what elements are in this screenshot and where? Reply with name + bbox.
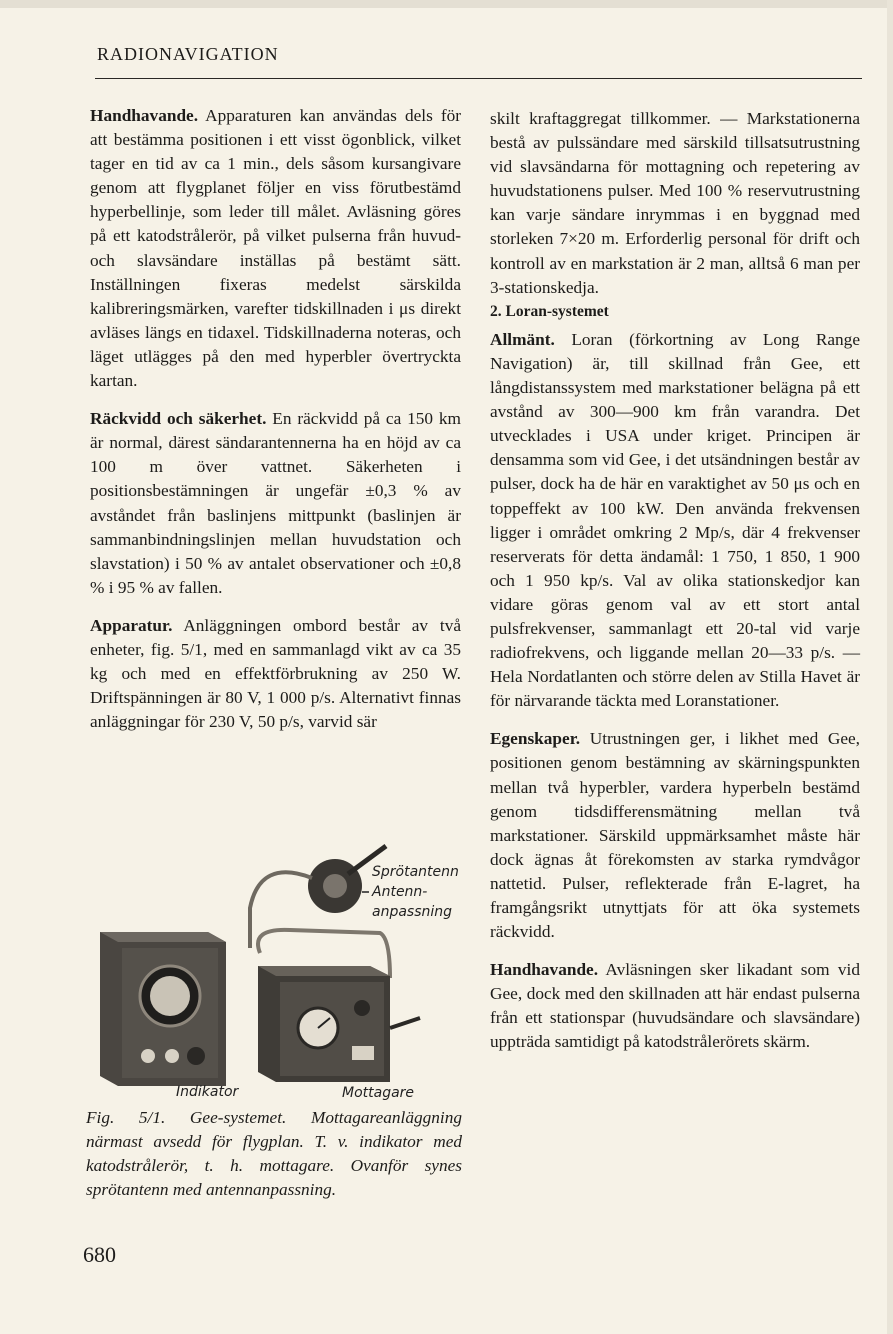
- left-column: [90, 104, 461, 734]
- label-matching: Antenn-: [372, 884, 428, 900]
- paragraph-handhavande-gee: [90, 104, 461, 393]
- paragraph-continuation: skilt kraftaggregat tillkommer. — Markstationerna bestå av pulssändare med särskild tillsatsutrustning vid slavsändarna för mottagning och repetering av huvudstationens pulser. Med 100 % reservutrustning kan varje sändare inrymmas i en byggnad med storleken 7×20 m. Erforderlig personal för drift och kontroll av en markstation är 2 man, alltså 6 man per 3-stationskedja.: [490, 109, 860, 297]
- indicator-image: [100, 932, 226, 1086]
- paragraph-lead: Handhavande.: [490, 960, 599, 980]
- label-indicator: Indikator: [176, 1084, 239, 1100]
- figure-caption: [86, 1106, 462, 1202]
- paragraph-egenskaper: [490, 727, 860, 944]
- label-antenna: Sprötantenn: [372, 864, 459, 880]
- label-receiver: Mottagare: [342, 1085, 415, 1100]
- figure-gee-equipment: [90, 838, 461, 1100]
- paragraph-allmant: [490, 328, 860, 714]
- label-matching-2: anpassning: [372, 904, 453, 920]
- paragraph-text: En räckvidd på ca 150 km är normal, därest sändarantennerna ha en höjd av ca 100 m över vattnet. Säkerheten i positionsbestämningen är ungefär ±0,3 % av avståndet från baslinjens mittpunkt (baslinjen är sammanbindningslinjen mellan huvudstation och slavstation) i 50 % av antalet observationer och ±0,8 % i 95 % av fallen.: [90, 409, 461, 597]
- paragraph-text: Loran (förkortning av Long Range Navigation) är, till skillnad från Gee, ett långdistanssystem med markstationer belägna på ett avstånd av 300—900 km från varandra. Det utvecklades i USA under kriget. Principen är densamma som vid Gee, i det utsändningen består av pulser, dock ha de här en varaktighet av 50 μs och en toppeffekt av 100 kW. Den använda frekvensen ligger i området omkring 2 Mp/s, där 4 frekvenser reserverats för detta ändamål: 1 750, 1 850, 1 900 och 1 950 kp/s. Val av olika stationskedjor kan vidare göras genom val av ett stort antal pulsfrekvenser, sammanlagt ett 20-tal vid varje radiofrekvens, och liggande mellan 20—33 p/s. — Hela Nordatlanten och större delen av Stilla Havet är för närvarande täckta med Loranstationer.: [490, 329, 860, 711]
- page-right-edge: [887, 0, 893, 1334]
- paragraph-apparatur: [90, 614, 461, 734]
- running-header: RADIONAVIGATION: [97, 44, 279, 64]
- paragraph-text: Utrustningen ger, i likhet med Gee, positionen genom bestämning av skärningspunkten mellan två hyperbler, vardera hyperbeln bestämd genom tidsdifferensmätning mellan två markstationer. Särskild uppmärksamhet måste här dock ägnas åt förekomsten av starka rymdvågor nattetid. Pulser, reflekterade från E-lagret, ha framgångsrikt utnyttjats för att öka systemets räckvidd.: [490, 729, 860, 942]
- page-number: 680: [83, 1242, 116, 1267]
- paragraph-text: Avläsningen sker likadant som vid Gee, dock med den skillnaden att här endast pulserna från ett stationspar (huvudsändare och slavsändare) uppträda samtidigt på katodstrålerörets skärm.: [490, 960, 860, 1052]
- paragraph-lead: Allmänt.: [490, 329, 555, 349]
- section-heading-loran: 2. Loran-systemet: [490, 302, 609, 320]
- paragraph-text: Apparaturen kan användas dels för att bestämma positionen i ett visst ögonblick, vilket tager en tid av ca 1 min., dels såsom kursangivare genom att flygplanet följer en viss förutbestämd hyperbellinje, som leder till målet. Avläsning göres på ett katodstrålerör, på vilket pulserna från huvud- och slavsändare inställas på bestämt sätt. Inställningen fixeras medelst särskilda kalibreringsmärken, varefter tidskillnaden i μs direkt avläses längs en tidaxel. Tidskillnaderna noteras, och läget utlägges på den med hyperbler övertryckta kartan.: [90, 106, 461, 391]
- receiver-image: [258, 966, 420, 1082]
- page-top-edge: [0, 0, 893, 8]
- right-column: [490, 107, 860, 1055]
- paragraph-handhavande-loran: [490, 958, 860, 1054]
- header-rule: [95, 78, 862, 79]
- paragraph-lead: Räckvidd och säkerhet.: [90, 409, 267, 429]
- paragraph-lead: Handhavande.: [90, 106, 199, 125]
- paragraph-rackvidd: [90, 407, 461, 600]
- equipment-photo: [90, 838, 461, 1100]
- paragraph-lead: Apparatur.: [90, 615, 173, 635]
- paragraph-text: Anläggningen ombord består av två enheter, fig. 5/1, med en sammanlagd vikt av ca 35 kg och med en effektförbrukning av 250 W. Driftspänningen är 80 V, 1 000 p/s. Alternativt finnas anläggningar för 230 V, 50 p/s, varvid sär: [90, 615, 461, 732]
- paragraph-lead: Egenskaper.: [490, 729, 581, 749]
- caption-text: Fig. 5/1. Gee-systemet. Mottagareanläggning närmast avsedd för flygplan. T. v. indikator med katodstrålerör, t. h. mottagare. Ovanför synes sprötantenn med antennanpassning.: [86, 1108, 462, 1199]
